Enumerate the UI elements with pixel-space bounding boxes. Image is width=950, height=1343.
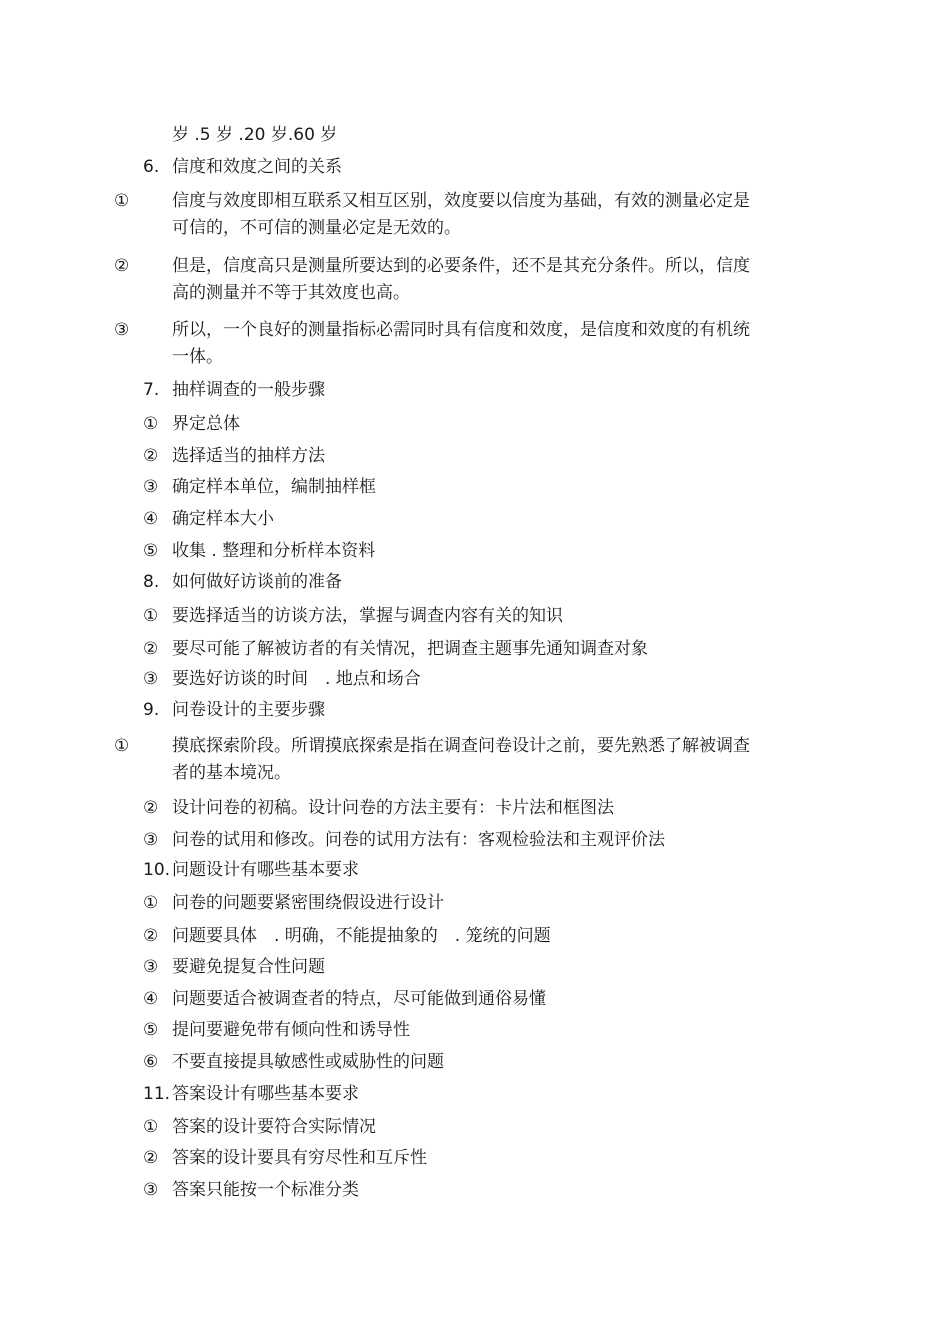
item-text: 问题要适合被调查者的特点，尽可能做到通俗易懂: [172, 989, 546, 1009]
item-marker: ①: [114, 736, 130, 756]
section-title: 问卷设计的主要步骤: [172, 700, 325, 720]
list-item: [143, 506, 783, 533]
item-marker: ⑥: [143, 1052, 159, 1072]
item-text: 问题要具体 . 明确，不能提抽象的 . 笼统的问题: [172, 926, 551, 946]
item-text: 答案的设计要具有穷尽性和互斥性: [172, 1148, 427, 1168]
item-text: 界定总体: [172, 414, 240, 434]
section-title: 问题设计有哪些基本要求: [172, 860, 359, 880]
item-marker: ③: [143, 1180, 159, 1200]
list-item: [114, 188, 763, 242]
section-number: 8.: [143, 572, 160, 592]
list-item: [143, 666, 783, 693]
list-item: [114, 253, 763, 307]
list-item: [143, 795, 783, 822]
item-text: 要避免提复合性问题: [172, 957, 325, 977]
list-item: [143, 827, 783, 854]
list-item: [143, 923, 783, 950]
line-text: 岁 .5 岁 .20 岁.60 岁: [172, 125, 338, 145]
item-marker: ①: [143, 1117, 159, 1137]
item-text: 要选择适当的访谈方法，掌握与调查内容有关的知识: [172, 606, 563, 626]
list-item: [143, 411, 783, 438]
item-text: 选择适当的抽样方法: [172, 446, 325, 466]
section-heading-10: [143, 857, 783, 884]
item-text: 设计问卷的初稿。设计问卷的方法主要有：卡片法和框图法: [172, 798, 614, 818]
section-heading-9: [143, 697, 783, 724]
item-marker: ②: [143, 639, 159, 659]
list-item: [143, 538, 783, 565]
list-item: [143, 1145, 783, 1172]
item-text: 信度与效度即相互联系又相互区别，效度要以信度为基础，有效的测量必定是可信的，不可信的测量必定是无效的。: [172, 191, 750, 238]
list-item: [143, 1114, 783, 1141]
item-marker: ⑤: [143, 1020, 159, 1040]
section-number: 11.: [143, 1084, 171, 1104]
list-item: [143, 986, 783, 1013]
section-title: 如何做好访谈前的准备: [172, 572, 342, 592]
section-heading-11: [143, 1081, 783, 1108]
list-item: [143, 636, 783, 663]
item-text: 不要直接提具敏感性或威胁性的问题: [172, 1052, 444, 1072]
section-number: 7.: [143, 380, 160, 400]
item-marker: ⑤: [143, 541, 159, 561]
section-heading-8: [143, 569, 783, 596]
list-item: [143, 1049, 783, 1076]
item-marker: ③: [143, 830, 159, 850]
item-marker: ②: [143, 926, 159, 946]
section-heading-6: [143, 154, 783, 181]
item-marker: ③: [143, 957, 159, 977]
item-text: 所以，一个良好的测量指标必需同时具有信度和效度，是信度和效度的有机统一体。: [172, 320, 750, 367]
item-text: 但是，信度高只是测量所要达到的必要条件，还不是其充分条件。所以，信度高的测量并不等于其效度也高。: [172, 256, 750, 303]
section-heading-7: [143, 377, 783, 404]
list-item: [114, 317, 763, 371]
item-text: 答案只能按一个标准分类: [172, 1180, 359, 1200]
item-text: 要尽可能了解被访者的有关情况，把调查主题事先通知调查对象: [172, 639, 648, 659]
item-text: 答案的设计要符合实际情况: [172, 1117, 376, 1137]
item-marker: ④: [143, 509, 159, 529]
section-title: 信度和效度之间的关系: [172, 157, 342, 177]
item-marker: ①: [143, 893, 159, 913]
list-item: [143, 474, 783, 501]
list-item: [143, 954, 783, 981]
item-marker: ③: [143, 669, 159, 689]
continuation-line: [172, 122, 812, 149]
item-text: 问卷的问题要紧密围绕假设进行设计: [172, 893, 444, 913]
item-marker: ②: [114, 256, 130, 276]
section-number: 6.: [143, 157, 160, 177]
item-text: 问卷的试用和修改。问卷的试用方法有：客观检验法和主观评价法: [172, 830, 665, 850]
section-number: 10.: [143, 860, 171, 880]
item-text: 确定样本单位，编制抽样框: [172, 477, 376, 497]
item-marker: ③: [114, 320, 130, 340]
item-marker: ④: [143, 989, 159, 1009]
item-text: 摸底探索阶段。所谓摸底探索是指在调查问卷设计之前，要先熟悉了解被调查者的基本境况。: [172, 736, 750, 783]
item-marker: ②: [143, 1148, 159, 1168]
list-item: [143, 1177, 783, 1204]
item-text: 收集 . 整理和分析样本资料: [172, 541, 376, 561]
item-text: 要选好访谈的时间 . 地点和场合: [172, 669, 421, 689]
section-title: 答案设计有哪些基本要求: [172, 1084, 359, 1104]
list-item: [114, 733, 763, 787]
item-text: 提问要避免带有倾向性和诱导性: [172, 1020, 410, 1040]
list-item: [143, 603, 783, 630]
section-number: 9.: [143, 700, 160, 720]
item-marker: ③: [143, 477, 159, 497]
item-marker: ①: [114, 191, 130, 211]
section-title: 抽样调查的一般步骤: [172, 380, 325, 400]
item-marker: ②: [143, 446, 159, 466]
item-marker: ①: [143, 606, 159, 626]
item-marker: ①: [143, 414, 159, 434]
item-text: 确定样本大小: [172, 509, 274, 529]
item-marker: ②: [143, 798, 159, 818]
list-item: [143, 1017, 783, 1044]
list-item: [143, 443, 783, 470]
list-item: [143, 890, 783, 917]
